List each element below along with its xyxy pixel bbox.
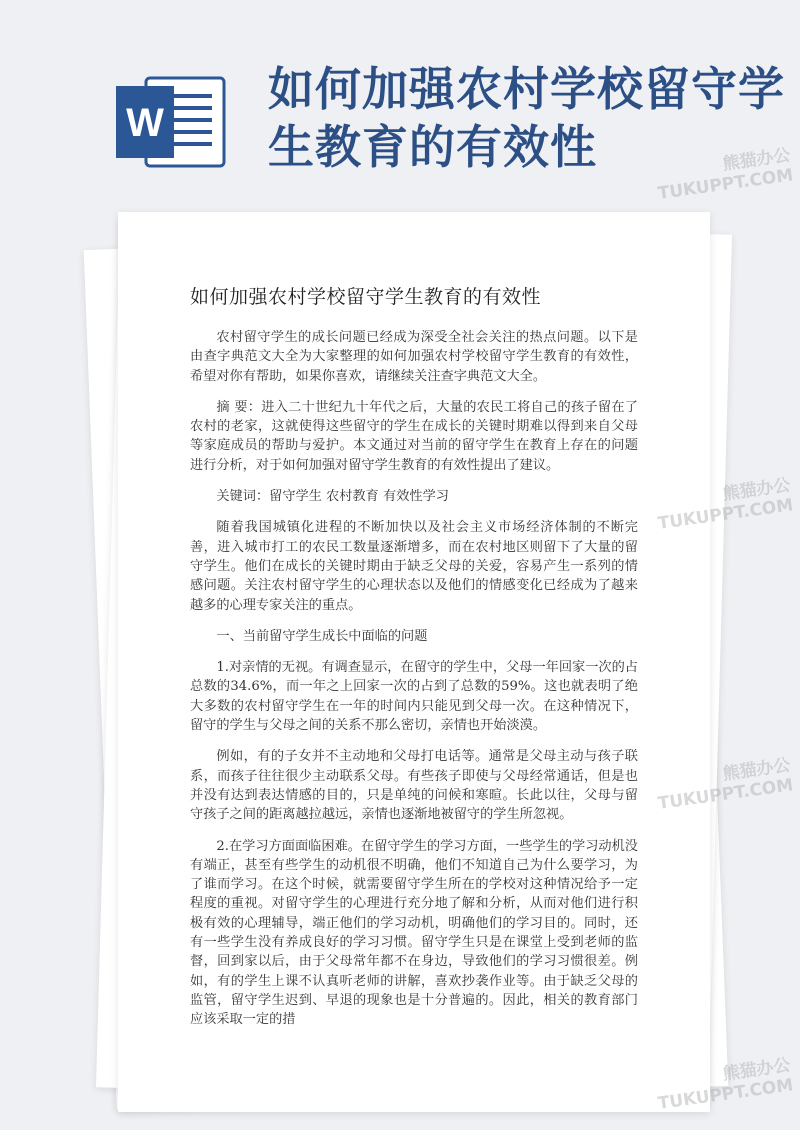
paragraph-example: 例如，有的子女并不主动地和父母打电话等。通常是父母主动与孩子联系，而孩子往往很少主动联系父母。有些孩子即使与父母经常通话，但是也并没有达到表达情感的目的，只是单纯的问候和寒暄。长此以往，父母与留守孩子之间的距离越拉越远，亲情也逐渐地被留守的学生所忽视。 [190,749,638,823]
paragraph-abstract: 摘 要：进入二十世纪九十年代之后，大量的农民工将自己的孩子留在了农村的老家，这就使得这些留守的学生在成长的关键时期难以得到来自父母等家庭成员的帮助与爱护。本文通过对当前的留守学生在教育上存在的问题进行分析，对于如何加强对留守学生教育的有效性提出了建议。 [190,399,638,473]
banner-title: 如何加强农村学校留守学生教育的有效性 [268,62,785,174]
section-heading: 一、当前留守学生成长中面临的问题 [216,628,428,644]
paragraph-keywords: 关键词：留守学生 农村教育 有效性学习 [216,489,449,505]
watermark: 熊猫办公 TUKUPPT.COM [656,475,795,535]
paragraph-point-1: 1.对亲情的无视。有调查显示，在留守的学生中，父母一年回家一次的占总数的34.6%，而一年之上回家一次的占到了总数的59%。这也就表明了绝大多数的农村留守学生在一年的时间内只能见到父母一次。在这种情况下，留守的学生与父母之间的关系不那么密切，亲情也开始淡漠。 [190,660,638,734]
watermark: 熊猫办公 TUKUPPT.COM [656,755,795,815]
paragraph-point-2: 2.在学习方面面临困难。在留守学生的学习方面，一些学生的学习动机没有端正，甚至有些学生的动机很不明确，他们不知道自己为什么要学习，为了谁而学习。在这个时候，就需要留守学生所在的学校对这种情况给予一定程度的重视。对留守学生的心理进行充分地了解和分析，从而对他们进行积极有效的心理辅导，端正他们的学习动机，明确他们的学习目的。同时，还有一些学生没有养成良好的学习习惯。留守学生只是在课堂上受到老师的监督，回到家以后，由于父母常年都不在身边，导致他们的学习习惯很差。例如，有的学生上课不认真听老师的讲解，喜欢抄袭作业等。由于缺乏父母的监管，留守学生迟到、早退的现象也是十分普遍的。因此，相关的教育部门应该采取一定的措 [190,838,638,1028]
word-document-icon [112,72,232,172]
document-body [190,328,638,1042]
document-title: 如何加强农村学校留守学生教育的有效性 [190,286,542,308]
watermark: 熊猫办公 TUKUPPT.COM [656,1055,795,1115]
word-logo-letter: W [126,101,164,145]
paragraph-background: 随着我国城镇化进程的不断加快以及社会主义市场经济体制的不断完善，进入城市打工的农民工数量逐渐增多，而在农村地区则留下了大量的留守学生。他们在成长的关键时期由于缺乏父母的关爱，容易产生一系列的情感问题。关注农村留守学生的心理状态以及他们的情感变化已经成为了越来越多的心理专家关注的重点。 [190,520,638,613]
watermark: 熊猫办公 TUKUPPT.COM [656,145,795,205]
document-page [118,212,710,1112]
paragraph-intro: 农村留守学生的成长问题已经成为深受全社会关注的热点问题。以下是由查字典范文大全为大家整理的如何加强农村学校留守学生教育的有效性，希望对你有帮助，如果你喜欢，请继续关注查字典范文大全。 [190,330,638,384]
